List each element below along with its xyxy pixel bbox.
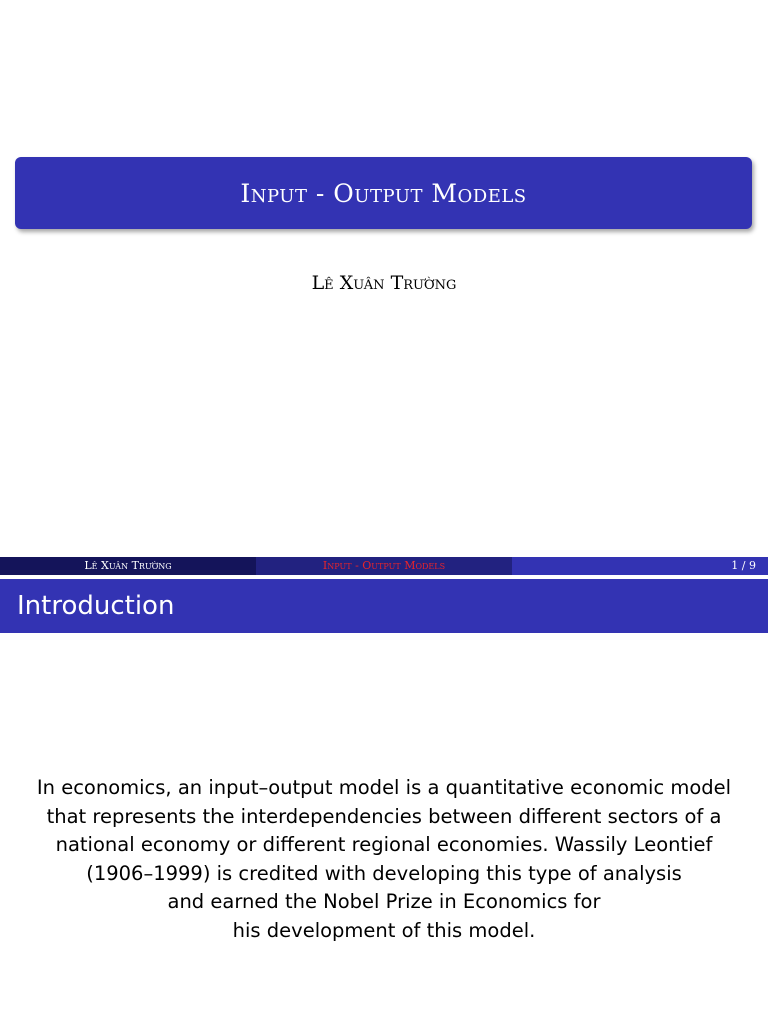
footline <box>0 557 768 575</box>
frame-title: Introduction <box>17 591 175 621</box>
paragraph-line: and earned the Nobel Prize in Economics for <box>167 890 601 913</box>
paragraph-line: (1906–1999) is credited with developing this type of analysis <box>86 861 682 885</box>
presentation-author: Lê Xuân Trường <box>311 272 457 294</box>
presentation-title: Input - Output Models <box>240 178 527 208</box>
title-box <box>15 157 752 229</box>
paragraph-line: In economics, an input–output model is a quantitative economic model <box>36 776 732 799</box>
footline-author: Lê Xuân Trường <box>0 557 256 575</box>
paragraph-line: national economy or different regional economies. Wassily Leontief <box>55 833 713 856</box>
footline-title: Input - Output Models <box>256 557 512 575</box>
introduction-paragraph <box>20 774 748 945</box>
paragraph-line: his development of this model. <box>232 918 536 942</box>
frame-title-bar <box>0 579 768 633</box>
paragraph-line: that represents the interdependencies between different sectors of a <box>46 804 722 828</box>
footline-page-number: 1 / 9 <box>512 557 768 575</box>
